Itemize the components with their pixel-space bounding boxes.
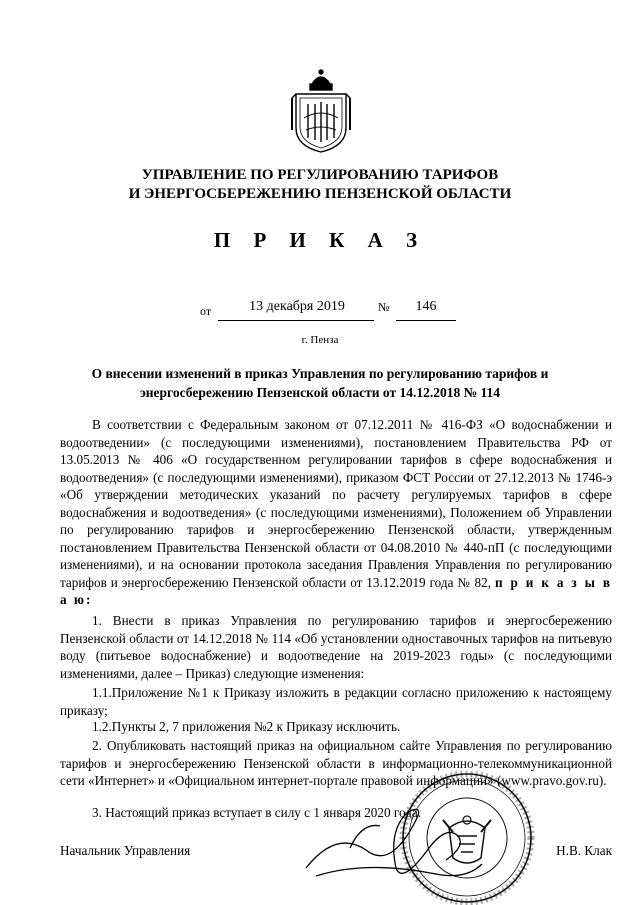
signatory-position: Начальник Управления	[60, 843, 191, 858]
document-subject: О внесении изменений в приказ Управления по регулированию тарифов и энергосбережению Пензенской области от 14.12.2018 № 114	[91, 366, 549, 400]
item-1-2: 1.2.Пункты 2, 7 приложения №2 к Приказу исключить.	[92, 719, 401, 734]
item-2: 2. Опубликовать настоящий приказ на официальном сайте Управления по регулированию тарифов и энергосбережению Пензенской области в информационно-телекоммуникационной сети «Интернет» и «Официальном интернет-портале правовой информации» (www.pravo.gov.ru).	[60, 738, 612, 788]
city: г. Пенза	[301, 334, 339, 346]
document-number: 146	[415, 299, 437, 314]
item-1-1: 1.1.Приложение №1 к Приказу изложить в редакции согласно приложению к настоящему приказу;	[60, 685, 612, 718]
number-underline	[396, 320, 456, 321]
document-type-title: П Р И К А З	[213, 228, 427, 252]
document-date: 13 декабря 2019	[249, 299, 345, 314]
coat-of-arms-icon	[290, 68, 352, 154]
date-label: от	[200, 304, 212, 318]
date-underline	[218, 320, 374, 321]
organization-name-line2: И ЭНЕРГОСБЕРЕЖЕНИЮ ПЕНЗЕНСКОЙ ОБЛАСТИ	[128, 186, 512, 202]
item-1: 1. Внести в приказ Управления по регулированию тарифов и энергосбережению Пензенской области от 14.12.2018 № 114 «Об установлении одноставочных тарифов на питьевую воду (питьевое водоснабжение) и водоотведение на 2019-2023 годы» (с последующими изменениями, далее – Приказ) следующие изменения:	[60, 613, 612, 681]
preamble-text: В соответствии с Федеральным законом от 07.12.2011 № 416-ФЗ «О водоснабжении и водоотведении» (с последующими изменениями), постановлением Правительства РФ от 13.05.2013 № 406 «О государственном регулировании тарифов в сфере водоснабжения и водоотведения» (с последующими изменениями), приказом ФСТ России от 27.12.2013 № 1746-э «Об утверждении методических указаний по расчету регулируемых тарифов в сфере водоснабжения и водоотведения» (с последующими изменениями), Положением об Управлении по регулированию тарифов и энергосбережению Пензенской области, утвержденным постановлением Правительства Пензенской области от 04.08.2010 № 440-пП (с последующими изменениями), и на основании протокола заседания Правления Управления по регулированию тарифов и энергосбережению Пензенской области от 13.12.2019 года № 82,	[60, 417, 612, 590]
signatory-name: Н.В. Клак	[556, 843, 612, 858]
order-word: п р и к а з ы в а ю:	[60, 574, 612, 607]
organization-name-line1: УПРАВЛЕНИЕ ПО РЕГУЛИРОВАНИЮ ТАРИФОВ	[141, 167, 499, 183]
preamble-paragraph	[60, 416, 612, 609]
item-3: 3. Настоящий приказ вступает в силу с 1 января 2020 года.	[92, 805, 422, 820]
number-label: №	[378, 300, 390, 314]
handwritten-signature	[296, 790, 486, 890]
